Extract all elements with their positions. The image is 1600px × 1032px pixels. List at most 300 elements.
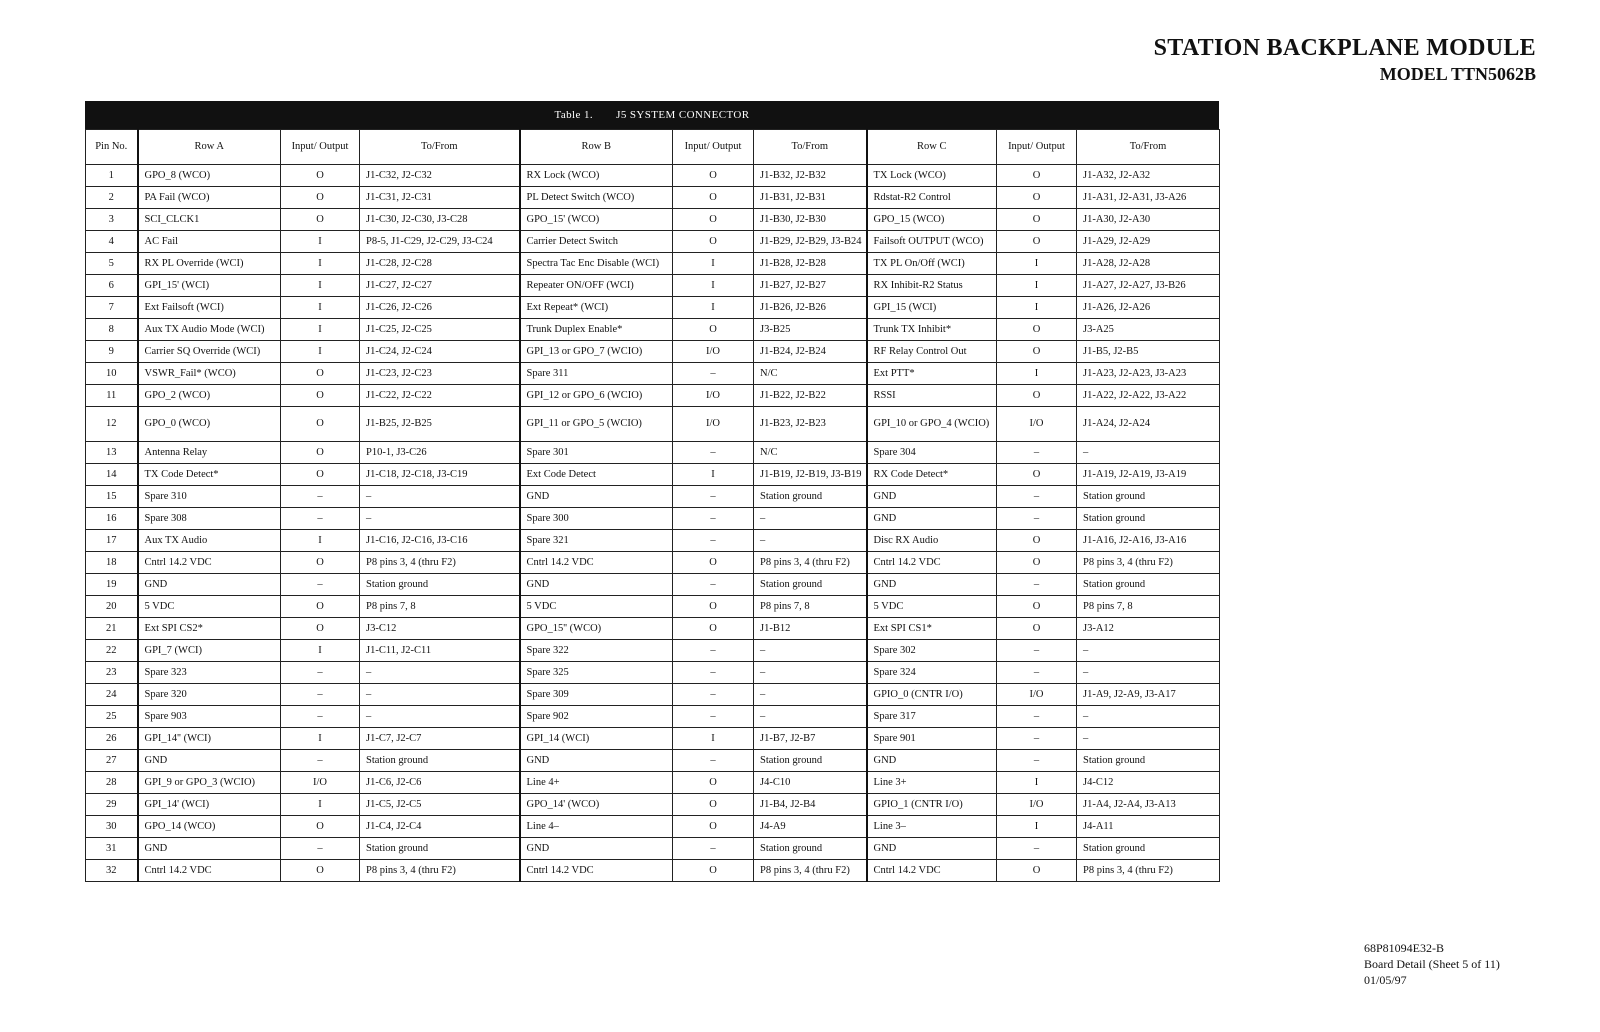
- table-cell: O: [673, 794, 754, 816]
- table-cell: Spare 323: [138, 662, 281, 684]
- table-cell: –: [997, 706, 1077, 728]
- table-cell: O: [997, 552, 1077, 574]
- table-cell: J4-C10: [754, 772, 867, 794]
- table-cell: RX Lock (WCO): [520, 165, 673, 187]
- pinout-table: [85, 129, 1220, 882]
- table-cell: –: [997, 838, 1077, 860]
- table-cell: J1-A30, J2-A30: [1077, 209, 1220, 231]
- table-cell: J1-C6, J2-C6: [360, 772, 520, 794]
- table-cell: Ext Repeat* (WCI): [520, 297, 673, 319]
- table-cell: Cntrl 14.2 VDC: [138, 552, 281, 574]
- table-row: [86, 860, 1220, 882]
- table-cell: 20: [86, 596, 138, 618]
- connector-table: [85, 101, 1219, 882]
- table-cell: I: [673, 297, 754, 319]
- column-header: Input/ Output: [673, 130, 754, 165]
- table-cell: Spare 308: [138, 508, 281, 530]
- table-caption-title: J5 SYSTEM CONNECTOR: [616, 109, 750, 121]
- table-header-row: [86, 130, 1220, 165]
- table-cell: O: [281, 618, 360, 640]
- table-cell: GPO_15'' (WCO): [520, 618, 673, 640]
- table-cell: Station ground: [754, 574, 867, 596]
- table-cell: RF Relay Control Out: [867, 341, 997, 363]
- table-cell: Station ground: [1077, 486, 1220, 508]
- table-cell: N/C: [754, 363, 867, 385]
- table-cell: 27: [86, 750, 138, 772]
- table-cell: J1-B26, J2-B26: [754, 297, 867, 319]
- table-cell: I: [997, 275, 1077, 297]
- table-cell: PL Detect Switch (WCO): [520, 187, 673, 209]
- table-cell: J1-B28, J2-B28: [754, 253, 867, 275]
- table-cell: –: [754, 530, 867, 552]
- table-cell: AC Fail: [138, 231, 281, 253]
- table-cell: O: [997, 231, 1077, 253]
- table-cell: –: [1077, 442, 1220, 464]
- table-row: [86, 772, 1220, 794]
- table-cell: –: [997, 750, 1077, 772]
- table-cell: –: [281, 662, 360, 684]
- table-cell: P8 pins 3, 4 (thru F2): [360, 860, 520, 882]
- table-row: [86, 341, 1220, 363]
- table-cell: J1-C31, J2-C31: [360, 187, 520, 209]
- table-cell: TX Code Detect*: [138, 464, 281, 486]
- page-title: STATION BACKPLANE MODULE: [1153, 35, 1536, 61]
- table-cell: Cntrl 14.2 VDC: [867, 552, 997, 574]
- table-cell: GND: [867, 486, 997, 508]
- table-cell: I: [281, 319, 360, 341]
- table-cell: O: [281, 552, 360, 574]
- table-cell: J1-A32, J2-A32: [1077, 165, 1220, 187]
- table-cell: I: [281, 728, 360, 750]
- table-cell: –: [754, 706, 867, 728]
- table-cell: I: [997, 253, 1077, 275]
- table-cell: GPO_2 (WCO): [138, 385, 281, 407]
- table-cell: J1-B30, J2-B30: [754, 209, 867, 231]
- table-cell: 21: [86, 618, 138, 640]
- table-cell: O: [281, 442, 360, 464]
- table-cell: I/O: [997, 794, 1077, 816]
- table-cell: Station ground: [754, 838, 867, 860]
- column-header: To/From: [754, 130, 867, 165]
- table-cell: Ext SPI CS1*: [867, 618, 997, 640]
- table-cell: O: [997, 165, 1077, 187]
- table-cell: –: [281, 750, 360, 772]
- table-cell: Spare 301: [520, 442, 673, 464]
- table-cell: I: [997, 297, 1077, 319]
- table-cell: Spare 903: [138, 706, 281, 728]
- table-cell: O: [997, 530, 1077, 552]
- table-row: [86, 486, 1220, 508]
- table-cell: GPI_15' (WCI): [138, 275, 281, 297]
- table-cell: –: [360, 508, 520, 530]
- table-cell: 19: [86, 574, 138, 596]
- table-cell: GND: [138, 838, 281, 860]
- table-cell: –: [754, 640, 867, 662]
- table-cell: J1-B32, J2-B32: [754, 165, 867, 187]
- table-cell: J1-A24, J2-A24: [1077, 407, 1220, 442]
- table-cell: O: [281, 860, 360, 882]
- table-row: [86, 750, 1220, 772]
- table-cell: Spare 324: [867, 662, 997, 684]
- table-cell: Carrier SQ Override (WCI): [138, 341, 281, 363]
- table-cell: 4: [86, 231, 138, 253]
- column-header: Row A: [138, 130, 281, 165]
- table-cell: J1-B19, J2-B19, J3-B19: [754, 464, 867, 486]
- table-cell: RX Inhibit-R2 Status: [867, 275, 997, 297]
- table-cell: O: [281, 385, 360, 407]
- table-row: [86, 231, 1220, 253]
- table-cell: I: [281, 341, 360, 363]
- table-cell: –: [673, 363, 754, 385]
- table-cell: –: [281, 706, 360, 728]
- table-cell: GND: [867, 508, 997, 530]
- table-cell: J3-C12: [360, 618, 520, 640]
- table-cell: 13: [86, 442, 138, 464]
- table-cell: J1-B23, J2-B23: [754, 407, 867, 442]
- table-cell: J1-C11, J2-C11: [360, 640, 520, 662]
- table-row: [86, 706, 1220, 728]
- table-cell: J1-A29, J2-A29: [1077, 231, 1220, 253]
- table-caption: [85, 101, 1219, 129]
- table-cell: Carrier Detect Switch: [520, 231, 673, 253]
- table-row: [86, 165, 1220, 187]
- table-cell: Spare 322: [520, 640, 673, 662]
- table-cell: J4-C12: [1077, 772, 1220, 794]
- table-cell: 14: [86, 464, 138, 486]
- table-cell: Failsoft OUTPUT (WCO): [867, 231, 997, 253]
- table-cell: O: [281, 187, 360, 209]
- column-header: Row C: [867, 130, 997, 165]
- table-cell: 1: [86, 165, 138, 187]
- table-cell: 16: [86, 508, 138, 530]
- table-caption-number: Table 1.: [554, 109, 593, 121]
- table-cell: –: [997, 442, 1077, 464]
- table-row: [86, 187, 1220, 209]
- table-cell: O: [281, 165, 360, 187]
- table-cell: O: [673, 618, 754, 640]
- table-cell: Station ground: [1077, 838, 1220, 860]
- table-cell: J1-C5, J2-C5: [360, 794, 520, 816]
- table-cell: 31: [86, 838, 138, 860]
- table-row: [86, 508, 1220, 530]
- table-cell: I: [997, 772, 1077, 794]
- table-cell: I/O: [673, 385, 754, 407]
- table-row: [86, 728, 1220, 750]
- column-header: Pin No.: [86, 130, 138, 165]
- column-header: Row B: [520, 130, 673, 165]
- table-cell: –: [1077, 728, 1220, 750]
- table-cell: I: [281, 275, 360, 297]
- table-cell: 24: [86, 684, 138, 706]
- table-cell: 26: [86, 728, 138, 750]
- sheet-label: Board Detail (Sheet 5 of 11): [1364, 957, 1500, 971]
- table-cell: O: [673, 319, 754, 341]
- table-row: [86, 407, 1220, 442]
- table-cell: –: [281, 486, 360, 508]
- table-cell: Line 3–: [867, 816, 997, 838]
- table-cell: VSWR_Fail* (WCO): [138, 363, 281, 385]
- table-cell: O: [673, 816, 754, 838]
- table-cell: –: [1077, 706, 1220, 728]
- table-cell: J1-C7, J2-C7: [360, 728, 520, 750]
- table-cell: J1-A4, J2-A4, J3-A13: [1077, 794, 1220, 816]
- table-cell: N/C: [754, 442, 867, 464]
- table-cell: I: [673, 253, 754, 275]
- table-cell: –: [673, 838, 754, 860]
- table-cell: RSSI: [867, 385, 997, 407]
- table-cell: O: [673, 231, 754, 253]
- table-cell: Spare 300: [520, 508, 673, 530]
- table-cell: 23: [86, 662, 138, 684]
- table-cell: GPI_10 or GPO_4 (WCIO): [867, 407, 997, 442]
- table-row: [86, 275, 1220, 297]
- table-row: [86, 442, 1220, 464]
- table-cell: J3-A25: [1077, 319, 1220, 341]
- table-cell: 7: [86, 297, 138, 319]
- table-cell: Spare 317: [867, 706, 997, 728]
- table-cell: J1-C28, J2-C28: [360, 253, 520, 275]
- table-cell: GPO_15' (WCO): [520, 209, 673, 231]
- table-body: [86, 165, 1220, 882]
- table-cell: O: [281, 363, 360, 385]
- table-cell: J1-C4, J2-C4: [360, 816, 520, 838]
- table-cell: O: [997, 209, 1077, 231]
- table-cell: TX PL On/Off (WCI): [867, 253, 997, 275]
- table-cell: GPI_14 (WCI): [520, 728, 673, 750]
- table-cell: J1-A26, J2-A26: [1077, 297, 1220, 319]
- table-cell: O: [281, 209, 360, 231]
- table-cell: P8 pins 3, 4 (thru F2): [360, 552, 520, 574]
- table-cell: Cntrl 14.2 VDC: [138, 860, 281, 882]
- table-cell: J1-C25, J2-C25: [360, 319, 520, 341]
- table-cell: O: [281, 816, 360, 838]
- table-cell: O: [997, 860, 1077, 882]
- table-cell: 6: [86, 275, 138, 297]
- table-cell: O: [997, 596, 1077, 618]
- table-cell: RX PL Override (WCI): [138, 253, 281, 275]
- table-row: [86, 530, 1220, 552]
- table-cell: J1-A27, J2-A27, J3-B26: [1077, 275, 1220, 297]
- table-cell: –: [997, 508, 1077, 530]
- table-cell: P8 pins 7, 8: [1077, 596, 1220, 618]
- table-cell: GPI_9 or GPO_3 (WCIO): [138, 772, 281, 794]
- table-row: [86, 794, 1220, 816]
- table-cell: GPI_12 or GPO_6 (WCIO): [520, 385, 673, 407]
- page-heading: [1154, 34, 1536, 86]
- table-cell: Spare 302: [867, 640, 997, 662]
- table-cell: RX Code Detect*: [867, 464, 997, 486]
- table-cell: I/O: [673, 407, 754, 442]
- table-cell: Spare 304: [867, 442, 997, 464]
- table-cell: J1-B27, J2-B27: [754, 275, 867, 297]
- table-cell: J1-B4, J2-B4: [754, 794, 867, 816]
- table-cell: Ext PTT*: [867, 363, 997, 385]
- table-cell: –: [673, 574, 754, 596]
- table-cell: J1-B31, J2-B31: [754, 187, 867, 209]
- model-number: MODEL TTN5062B: [1379, 64, 1536, 84]
- table-cell: GPIO_0 (CNTR I/O): [867, 684, 997, 706]
- table-cell: Station ground: [1077, 574, 1220, 596]
- table-cell: 9: [86, 341, 138, 363]
- table-cell: 32: [86, 860, 138, 882]
- table-cell: 2: [86, 187, 138, 209]
- table-cell: O: [673, 165, 754, 187]
- table-cell: 25: [86, 706, 138, 728]
- table-cell: GPO_15 (WCO): [867, 209, 997, 231]
- table-row: [86, 838, 1220, 860]
- table-cell: –: [673, 750, 754, 772]
- table-cell: 10: [86, 363, 138, 385]
- table-cell: GPO_0 (WCO): [138, 407, 281, 442]
- table-cell: Ext SPI CS2*: [138, 618, 281, 640]
- table-cell: J4-A11: [1077, 816, 1220, 838]
- table-cell: –: [360, 486, 520, 508]
- table-cell: Spare 325: [520, 662, 673, 684]
- table-cell: Station ground: [360, 838, 520, 860]
- table-cell: O: [673, 209, 754, 231]
- table-cell: 12: [86, 407, 138, 442]
- table-cell: –: [673, 508, 754, 530]
- table-cell: GND: [520, 574, 673, 596]
- table-row: [86, 662, 1220, 684]
- table-cell: J1-A9, J2-A9, J3-A17: [1077, 684, 1220, 706]
- table-cell: I/O: [673, 341, 754, 363]
- table-cell: –: [673, 662, 754, 684]
- table-cell: Station ground: [360, 750, 520, 772]
- table-cell: O: [673, 860, 754, 882]
- table-cell: GPIO_1 (CNTR I/O): [867, 794, 997, 816]
- document-number: 68P81094E32-B: [1364, 941, 1445, 955]
- table-row: [86, 209, 1220, 231]
- table-cell: PA Fail (WCO): [138, 187, 281, 209]
- table-cell: O: [673, 596, 754, 618]
- table-cell: –: [997, 574, 1077, 596]
- table-cell: Trunk Duplex Enable*: [520, 319, 673, 341]
- table-cell: Spare 320: [138, 684, 281, 706]
- table-cell: GPI_14'' (WCI): [138, 728, 281, 750]
- table-cell: I: [997, 363, 1077, 385]
- table-cell: Spare 902: [520, 706, 673, 728]
- table-cell: J1-C22, J2-C22: [360, 385, 520, 407]
- table-cell: Ext Failsoft (WCI): [138, 297, 281, 319]
- table-cell: GPO_8 (WCO): [138, 165, 281, 187]
- table-cell: J1-A31, J2-A31, J3-A26: [1077, 187, 1220, 209]
- table-cell: –: [360, 706, 520, 728]
- table-cell: Line 4–: [520, 816, 673, 838]
- table-cell: Cntrl 14.2 VDC: [520, 860, 673, 882]
- table-cell: –: [673, 640, 754, 662]
- table-cell: 17: [86, 530, 138, 552]
- table-cell: –: [360, 662, 520, 684]
- table-cell: SCI_CLCK1: [138, 209, 281, 231]
- table-cell: –: [281, 574, 360, 596]
- table-row: [86, 385, 1220, 407]
- table-cell: Rdstat-R2 Control: [867, 187, 997, 209]
- table-cell: –: [997, 728, 1077, 750]
- document-footer: [1364, 940, 1500, 988]
- table-cell: –: [360, 684, 520, 706]
- table-cell: J1-C24, J2-C24: [360, 341, 520, 363]
- table-cell: Trunk TX Inhibit*: [867, 319, 997, 341]
- table-cell: –: [673, 442, 754, 464]
- table-cell: P8 pins 3, 4 (thru F2): [754, 552, 867, 574]
- table-cell: J1-A19, J2-A19, J3-A19: [1077, 464, 1220, 486]
- table-cell: Spare 311: [520, 363, 673, 385]
- table-cell: P8 pins 3, 4 (thru F2): [1077, 552, 1220, 574]
- table-cell: –: [997, 662, 1077, 684]
- table-cell: Station ground: [754, 486, 867, 508]
- table-cell: GND: [520, 486, 673, 508]
- table-cell: GND: [520, 838, 673, 860]
- table-cell: GND: [867, 838, 997, 860]
- table-cell: I: [997, 816, 1077, 838]
- table-cell: J1-B25, J2-B25: [360, 407, 520, 442]
- table-cell: Line 3+: [867, 772, 997, 794]
- table-cell: O: [997, 618, 1077, 640]
- table-row: [86, 552, 1220, 574]
- table-row: [86, 816, 1220, 838]
- table-cell: O: [997, 319, 1077, 341]
- table-cell: I: [281, 530, 360, 552]
- table-cell: O: [673, 552, 754, 574]
- table-cell: Spare 309: [520, 684, 673, 706]
- table-cell: GPO_14' (WCO): [520, 794, 673, 816]
- table-cell: GPI_11 or GPO_5 (WCIO): [520, 407, 673, 442]
- table-cell: O: [997, 341, 1077, 363]
- table-row: [86, 464, 1220, 486]
- table-cell: 5: [86, 253, 138, 275]
- table-row: [86, 596, 1220, 618]
- table-cell: Antenna Relay: [138, 442, 281, 464]
- table-cell: I: [281, 297, 360, 319]
- table-cell: 30: [86, 816, 138, 838]
- table-cell: P8 pins 7, 8: [360, 596, 520, 618]
- table-cell: GND: [867, 750, 997, 772]
- table-cell: 3: [86, 209, 138, 231]
- table-cell: Station ground: [1077, 750, 1220, 772]
- table-cell: J1-C27, J2-C27: [360, 275, 520, 297]
- table-cell: P10-1, J3-C26: [360, 442, 520, 464]
- table-cell: J3-B25: [754, 319, 867, 341]
- table-cell: O: [281, 407, 360, 442]
- table-cell: O: [997, 187, 1077, 209]
- table-cell: Cntrl 14.2 VDC: [867, 860, 997, 882]
- table-cell: GND: [867, 574, 997, 596]
- table-cell: –: [673, 684, 754, 706]
- table-cell: I: [281, 253, 360, 275]
- table-cell: J1-A28, J2-A28: [1077, 253, 1220, 275]
- table-cell: J1-B7, J2-B7: [754, 728, 867, 750]
- column-header: Input/ Output: [997, 130, 1077, 165]
- table-cell: O: [997, 385, 1077, 407]
- table-cell: GND: [520, 750, 673, 772]
- table-cell: I/O: [281, 772, 360, 794]
- table-cell: 8: [86, 319, 138, 341]
- table-cell: 5 VDC: [138, 596, 281, 618]
- table-cell: J3-A12: [1077, 618, 1220, 640]
- table-cell: 18: [86, 552, 138, 574]
- table-cell: 5 VDC: [867, 596, 997, 618]
- table-cell: –: [754, 684, 867, 706]
- table-cell: J4-A9: [754, 816, 867, 838]
- table-cell: Station ground: [360, 574, 520, 596]
- table-cell: J1-C30, J2-C30, J3-C28: [360, 209, 520, 231]
- table-cell: I/O: [997, 684, 1077, 706]
- table-cell: I: [281, 794, 360, 816]
- table-cell: O: [673, 187, 754, 209]
- table-row: [86, 574, 1220, 596]
- table-cell: Disc RX Audio: [867, 530, 997, 552]
